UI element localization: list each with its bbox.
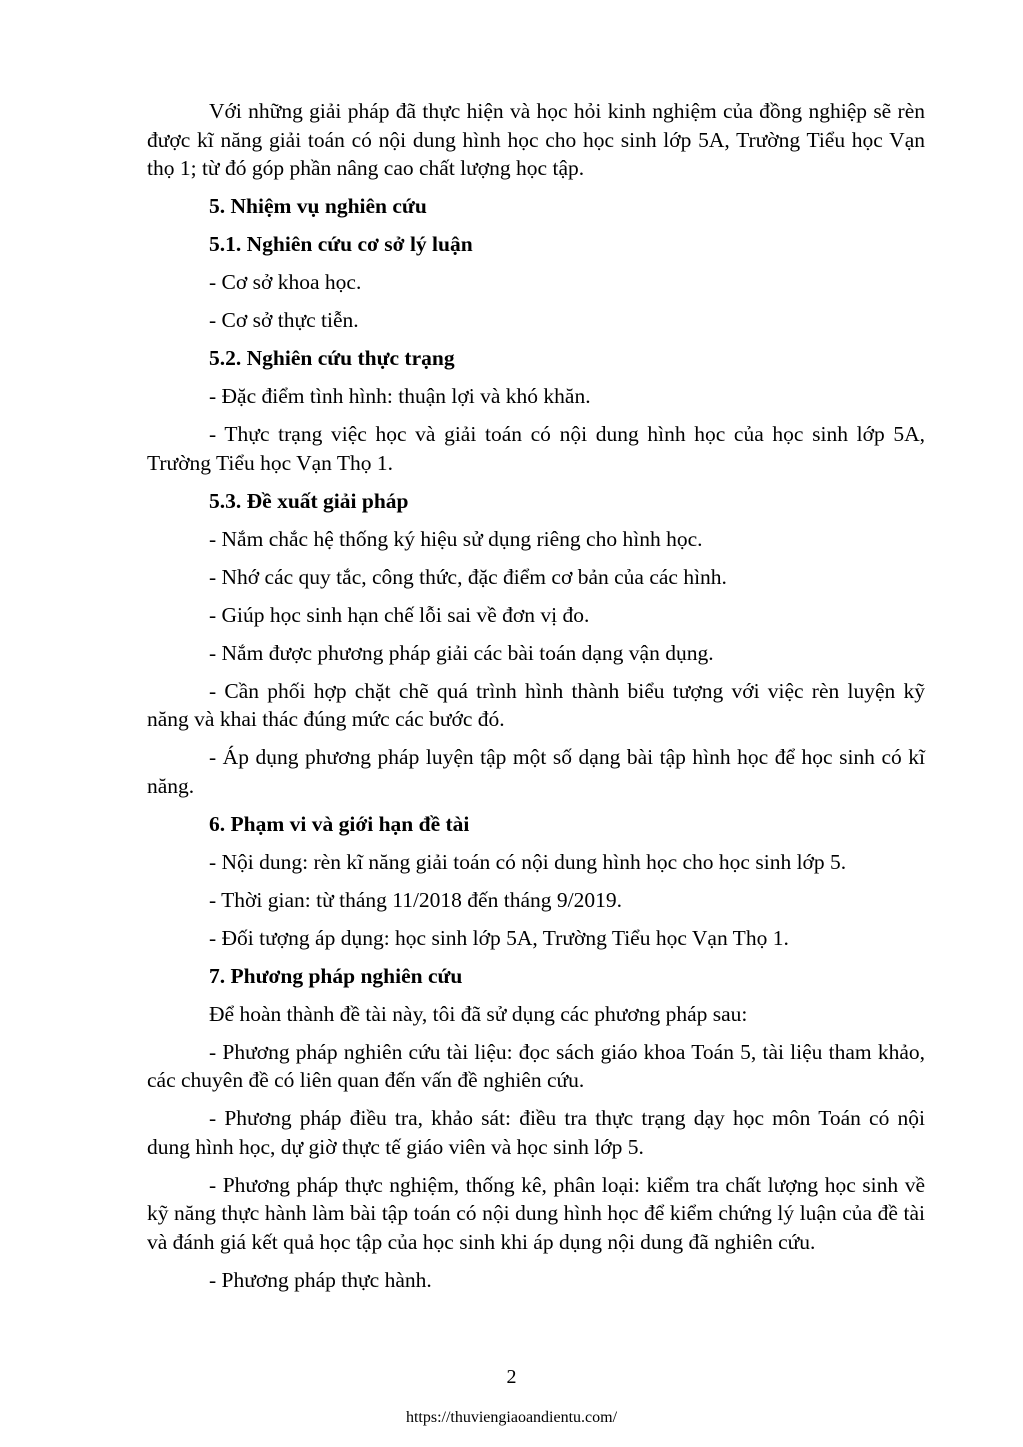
list-item: - Cơ sở khoa học. [209,270,362,294]
list-item: - Nắm được phương pháp giải các bài toán dạng vận dụng. [209,640,714,665]
list-item: - Thời gian: từ tháng 11/2018 đến tháng 9/2019. [209,887,622,912]
subsection-heading-5-3: 5.3. Đề xuất giải pháp [209,488,409,513]
list-item: - Nhớ các quy tắc, công thức, đặc điểm cơ bản của các hình. [209,564,727,589]
list-item: - Phương pháp nghiên cứu tài liệu: đọc sách giáo khoa Toán 5, tài liệu tham khảo, các chuyên đề có liên quan đến vấn đề nghiên cứu. [147,1039,925,1092]
list-item: - Đối tượng áp dụng: học sinh lớp 5A, Trường Tiểu học Vạn Thọ 1. [209,925,789,950]
subsection-heading-5-1: 5.1. Nghiên cứu cơ sở lý luận [209,232,473,256]
section-heading-7: 7. Phương pháp nghiên cứu [209,963,463,988]
list-item: - Phương pháp thực hành. [209,1267,432,1292]
document-body [147,97,925,1304]
page-number: 2 [506,1366,517,1388]
footer-url[interactable]: https://thuviengiaoandientu.com/ [405,1409,618,1426]
list-item: - Áp dụng phương pháp luyện tập một số dạng bài tập hình học để học sinh có kĩ năng. [147,745,925,798]
list-item: - Nội dung: rèn kĩ năng giải toán có nội dung hình học cho học sinh lớp 5. [209,849,847,874]
list-item: - Phương pháp điều tra, khảo sát: điều tra thực trạng dạy học môn Toán có nội dung hình học, dự giờ thực tế giáo viên và học sinh lớp 5. [147,1106,925,1159]
intro-paragraph: Với những giải pháp đã thực hiện và học hỏi kinh nghiệm của đồng nghiệp sẽ rèn được kĩ năng giải toán có nội dung hình học cho học sinh lớp 5A, Trường Tiểu học Vạn thọ 1; từ đó góp phần nâng cao chất lượng học tập. [147,99,925,180]
list-item: - Nắm chắc hệ thống ký hiệu sử dụng riêng cho hình học. [209,526,703,551]
subsection-heading-5-2: 5.2. Nghiên cứu thực trạng [209,346,455,370]
list-item: - Cơ sở thực tiễn. [209,308,359,332]
list-item: - Đặc điểm tình hình: thuận lợi và khó khăn. [209,384,591,408]
list-item: - Phương pháp thực nghiệm, thống kê, phân loại: kiểm tra chất lượng học sinh về kỹ năng thực hành làm bài tập toán có nội dung hình học để kiểm chứng lý luận của đề tài và đánh giá kết quả học tập của học sinh khi áp dụng nội dung đã nghiên cứu. [147,1172,925,1254]
list-item: - Giúp học sinh hạn chế lỗi sai về đơn vị đo. [209,602,590,627]
list-item: - Thực trạng việc học và giải toán có nội dung hình học của học sinh lớp 5A, Trường Tiểu học Vạn Thọ 1. [147,422,925,475]
section-heading-6: 6. Phạm vi và giới hạn đề tài [209,811,470,836]
methods-intro-paragraph: Để hoàn thành đề tài này, tôi đã sử dụng các phương pháp sau: [209,1001,748,1026]
list-item: - Cần phối hợp chặt chẽ quá trình hình thành biểu tượng với việc rèn luyện kỹ năng và khai thác đúng mức các bước đó. [147,678,925,731]
section-heading-5: 5. Nhiệm vụ nghiên cứu [209,194,427,218]
